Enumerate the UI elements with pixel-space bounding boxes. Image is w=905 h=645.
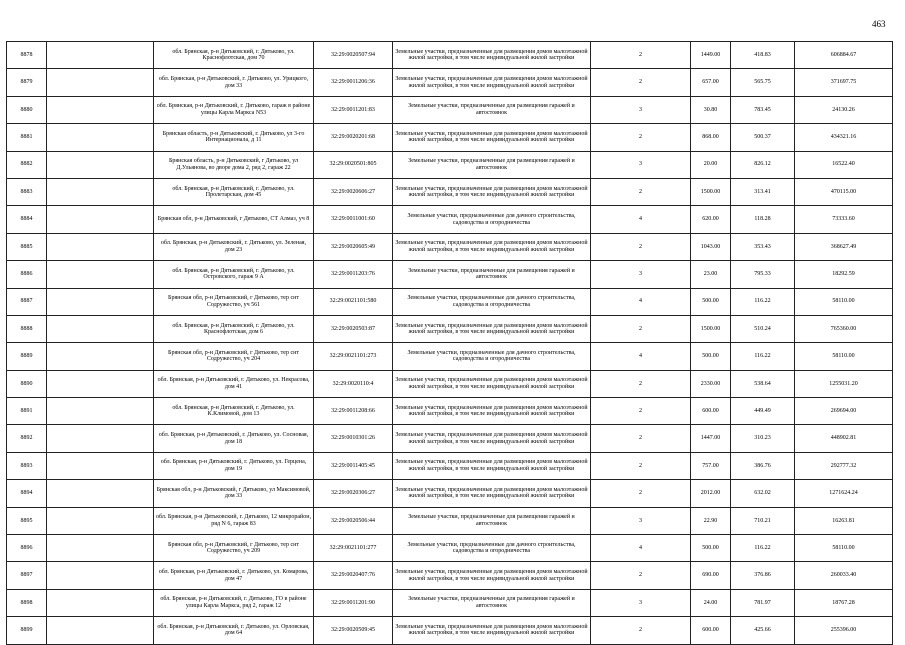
table-row <box>7 96 893 123</box>
use-group-cell: 3 <box>591 507 691 534</box>
use-group-cell: 2 <box>591 562 691 589</box>
empty-cell <box>47 151 154 178</box>
address-cell: обл. Брянская, р-н Дятьковский, г. Дятьково, 12 микрорайон, ряд N 6, гараж 83 <box>154 507 314 534</box>
empty-cell <box>47 69 154 96</box>
empty-cell <box>47 562 154 589</box>
cadastral-value-cell: 58110.00 <box>795 343 893 370</box>
address-cell: обл. Брянская, р-н Дятьковский, г. Дятьково, ул. Комарова, дом 47 <box>154 562 314 589</box>
empty-cell <box>47 507 154 534</box>
use-group-cell: 2 <box>591 42 691 69</box>
specific-value-cell: 538.64 <box>731 370 795 397</box>
area-cell: 1043.00 <box>691 233 731 260</box>
use-group-cell: 2 <box>591 617 691 644</box>
address-cell: Брянская обл, р-н Дятьковский, г Дятьково, тер снт Содружество, уч 209 <box>154 535 314 562</box>
empty-cell <box>47 480 154 507</box>
row-number-cell: 8880 <box>7 96 47 123</box>
empty-cell <box>47 288 154 315</box>
specific-value-cell: 449.49 <box>731 398 795 425</box>
area-cell: 1500.00 <box>691 178 731 205</box>
cadastral-number-cell: 32:29:0011201:83 <box>314 96 393 123</box>
empty-cell <box>47 370 154 397</box>
land-use-cell: Земельные участки, предназначенные для размещения домов малоэтажной жилой застройки, в том числе индивидуальной жилой застройки <box>393 178 591 205</box>
address-cell: обл. Брянская, р-н Дятьковский, г. Дятьково, ул. Некрасова, дом 41 <box>154 370 314 397</box>
cadastral-number-cell: 32:29:0010301:26 <box>314 425 393 452</box>
specific-value-cell: 826.12 <box>731 151 795 178</box>
land-use-cell: Земельные участки, предназначенные для размещения домов малоэтажной жилой застройки, в том числе индивидуальной жилой застройки <box>393 315 591 342</box>
cadastral-value-cell: 18767.28 <box>795 589 893 616</box>
table-body <box>7 42 893 645</box>
land-use-cell: Земельные участки, предназначенные для размещения домов малоэтажной жилой застройки, в том числе индивидуальной жилой застройки <box>393 42 591 69</box>
cadastral-value-cell: 58110.00 <box>795 288 893 315</box>
table-row <box>7 562 893 589</box>
empty-cell <box>47 233 154 260</box>
specific-value-cell: 781.97 <box>731 589 795 616</box>
address-cell: Брянская область, р-н Дятьковский, г Дятьково, ул Д.Ульянова, во дворе дома 2, ряд 2, гараж 22 <box>154 151 314 178</box>
specific-value-cell: 118.28 <box>731 206 795 233</box>
use-group-cell: 4 <box>591 206 691 233</box>
cadastral-value-cell: 448902.81 <box>795 425 893 452</box>
cadastral-number-cell: 32:29:0020506:44 <box>314 507 393 534</box>
table-row <box>7 507 893 534</box>
cadastral-number-cell: 32:29:0020606:27 <box>314 178 393 205</box>
table-row <box>7 151 893 178</box>
cadastral-value-cell: 73333.60 <box>795 206 893 233</box>
row-number-cell: 8889 <box>7 343 47 370</box>
land-use-cell: Земельные участки, предназначенные для размещения домов малоэтажной жилой застройки, в том числе индивидуальной жилой застройки <box>393 69 591 96</box>
cadastral-number-cell: 32:29:0020509:45 <box>314 617 393 644</box>
area-cell: 1447.00 <box>691 425 731 452</box>
table-row <box>7 206 893 233</box>
specific-value-cell: 632.02 <box>731 480 795 507</box>
cadastral-value-cell: 58110.00 <box>795 535 893 562</box>
table-row <box>7 42 893 69</box>
address-cell: обл. Брянская, р-н Дятьковский, г. Дятьково, ул. Островского, гараж 9 А <box>154 261 314 288</box>
cadastral-value-cell: 269694.00 <box>795 398 893 425</box>
address-cell: обл. Брянская, р-н Дятьковский, г. Дятьково, ул. Орловская, дом 64 <box>154 617 314 644</box>
table-row <box>7 69 893 96</box>
address-cell: обл. Брянская, р-н Дятьковский, г. Дятьково, ул. Герцена, дом 19 <box>154 452 314 479</box>
address-cell: обл. Брянская, р-н Дятьковский, г. Дятьково, ул. Пролетарская, дом 45 <box>154 178 314 205</box>
address-cell: Брянская обл, р-н Дятьковский, г Дятьково, ул Максимовой, дом 33 <box>154 480 314 507</box>
specific-value-cell: 500.37 <box>731 124 795 151</box>
row-number-cell: 8894 <box>7 480 47 507</box>
empty-cell <box>47 589 154 616</box>
cadastral-number-cell: 32:29:0020306:27 <box>314 480 393 507</box>
use-group-cell: 2 <box>591 480 691 507</box>
cadastral-value-cell: 606884.67 <box>795 42 893 69</box>
area-cell: 620.00 <box>691 206 731 233</box>
area-cell: 1500.00 <box>691 315 731 342</box>
land-use-cell: Земельные участки, предназначенные для дачного строительства, садоводства и огородничества <box>393 343 591 370</box>
land-use-cell: Земельные участки, предназначенные для размещения гаражей и автостоянок <box>393 261 591 288</box>
empty-cell <box>47 398 154 425</box>
area-cell: 500.00 <box>691 288 731 315</box>
specific-value-cell: 116.22 <box>731 343 795 370</box>
row-number-cell: 8891 <box>7 398 47 425</box>
cadastral-value-table <box>6 41 893 645</box>
cadastral-number-cell: 32:29:0011208:66 <box>314 398 393 425</box>
specific-value-cell: 783.45 <box>731 96 795 123</box>
row-number-cell: 8881 <box>7 124 47 151</box>
use-group-cell: 2 <box>591 69 691 96</box>
use-group-cell: 3 <box>591 151 691 178</box>
use-group-cell: 2 <box>591 124 691 151</box>
area-cell: 600.00 <box>691 398 731 425</box>
cadastral-value-cell: 1271624.24 <box>795 480 893 507</box>
land-use-cell: Земельные участки, предназначенные для размещения домов малоэтажной жилой застройки, в том числе индивидуальной жилой застройки <box>393 124 591 151</box>
table-row <box>7 480 893 507</box>
use-group-cell: 2 <box>591 452 691 479</box>
cadastral-number-cell: 32:29:0020201:68 <box>314 124 393 151</box>
cadastral-value-cell: 368627.49 <box>795 233 893 260</box>
table-row <box>7 589 893 616</box>
cadastral-value-cell: 434321.16 <box>795 124 893 151</box>
address-cell: обл. Брянская, р-н Дятьковский, г. Дятьково, ул. Зеленая, дом 23 <box>154 233 314 260</box>
cadastral-value-cell: 1255031.20 <box>795 370 893 397</box>
land-use-cell: Земельные участки, предназначенные для размещения домов малоэтажной жилой застройки, в том числе индивидуальной жилой застройки <box>393 480 591 507</box>
area-cell: 500.00 <box>691 343 731 370</box>
row-number-cell: 8886 <box>7 261 47 288</box>
row-number-cell: 8899 <box>7 617 47 644</box>
use-group-cell: 4 <box>591 288 691 315</box>
land-use-cell: Земельные участки, предназначенные для размещения гаражей и автостоянок <box>393 151 591 178</box>
empty-cell <box>47 206 154 233</box>
land-use-cell: Земельные участки, предназначенные для размещения домов малоэтажной жилой застройки, в том числе индивидуальной жилой застройки <box>393 233 591 260</box>
specific-value-cell: 710.21 <box>731 507 795 534</box>
row-number-cell: 8883 <box>7 178 47 205</box>
land-use-cell: Земельные участки, предназначенные для дачного строительства, садоводства и огородничества <box>393 288 591 315</box>
row-number-cell: 8884 <box>7 206 47 233</box>
row-number-cell: 8897 <box>7 562 47 589</box>
use-group-cell: 2 <box>591 233 691 260</box>
cadastral-number-cell: 32:29:0020407:76 <box>314 562 393 589</box>
specific-value-cell: 386.76 <box>731 452 795 479</box>
table-row <box>7 343 893 370</box>
address-cell: Брянская обл, р-н Дятьковский, г Дятьково, СТ Алмаз, уч 8 <box>154 206 314 233</box>
address-cell: Брянская обл, р-н Дятьковский, г Дятьково, тер снт Содружество, уч 561 <box>154 288 314 315</box>
specific-value-cell: 353.43 <box>731 233 795 260</box>
land-use-cell: Земельные участки, предназначенные для размещения домов малоэтажной жилой застройки, в том числе индивидуальной жилой застройки <box>393 370 591 397</box>
row-number-cell: 8887 <box>7 288 47 315</box>
cadastral-number-cell: 32:29:0011206:36 <box>314 69 393 96</box>
empty-cell <box>47 261 154 288</box>
land-use-cell: Земельные участки, предназначенные для размещения домов малоэтажной жилой застройки, в том числе индивидуальной жилой застройки <box>393 398 591 425</box>
use-group-cell: 2 <box>591 178 691 205</box>
area-cell: 2330.00 <box>691 370 731 397</box>
specific-value-cell: 418.83 <box>731 42 795 69</box>
empty-cell <box>47 535 154 562</box>
cadastral-value-cell: 260033.40 <box>795 562 893 589</box>
use-group-cell: 3 <box>591 261 691 288</box>
row-number-cell: 8898 <box>7 589 47 616</box>
table-row <box>7 315 893 342</box>
table-row <box>7 178 893 205</box>
empty-cell <box>47 178 154 205</box>
area-cell: 757.00 <box>691 452 731 479</box>
cadastral-number-cell: 32:29:0011405:45 <box>314 452 393 479</box>
address-cell: обл. Брянская, р-н Дятьковский, г. Дятьково, ул. Краснофлотская, дом 70 <box>154 42 314 69</box>
cadastral-value-cell: 371697.75 <box>795 69 893 96</box>
cadastral-value-cell: 292777.32 <box>795 452 893 479</box>
row-number-cell: 8895 <box>7 507 47 534</box>
empty-cell <box>47 452 154 479</box>
land-use-cell: Земельные участки, предназначенные для дачного строительства, садоводства и огородничества <box>393 535 591 562</box>
area-cell: 2012.00 <box>691 480 731 507</box>
address-cell: обл. Брянская, р-н Дятьковский, г. Дятьково, ул. Сосновая, дом 18 <box>154 425 314 452</box>
area-cell: 22.90 <box>691 507 731 534</box>
table-row <box>7 261 893 288</box>
address-cell: обл. Брянская, р-н Дятьковский, г. Дятьково, ГО в районе улицы Карла Маркса, ряд 2, гараж 12 <box>154 589 314 616</box>
land-use-cell: Земельные участки, предназначенные для размещения гаражей и автостоянок <box>393 507 591 534</box>
cadastral-number-cell: 32:29:0020501:805 <box>314 151 393 178</box>
land-use-cell: Земельные участки, предназначенные для размещения гаражей и автостоянок <box>393 96 591 123</box>
land-use-cell: Земельные участки, предназначенные для размещения гаражей и автостоянок <box>393 589 591 616</box>
area-cell: 24.00 <box>691 589 731 616</box>
cadastral-number-cell: 32:29:0020110:4 <box>314 370 393 397</box>
area-cell: 23.00 <box>691 261 731 288</box>
use-group-cell: 2 <box>591 370 691 397</box>
use-group-cell: 4 <box>591 535 691 562</box>
page-number: 463 <box>872 19 886 29</box>
specific-value-cell: 376.86 <box>731 562 795 589</box>
use-group-cell: 2 <box>591 315 691 342</box>
row-number-cell: 8885 <box>7 233 47 260</box>
table-row <box>7 398 893 425</box>
cadastral-number-cell: 32:29:0021101:273 <box>314 343 393 370</box>
specific-value-cell: 313.41 <box>731 178 795 205</box>
area-cell: 30.80 <box>691 96 731 123</box>
row-number-cell: 8882 <box>7 151 47 178</box>
address-cell: Брянская обл, р-н Дятьковский, г Дятьково, тер снт Содружество, уч 204 <box>154 343 314 370</box>
table-row <box>7 370 893 397</box>
empty-cell <box>47 425 154 452</box>
address-cell: Брянская область, р-н Дятьковский, г. Дятьково, ул 3-го Интернационала, д 11 <box>154 124 314 151</box>
row-number-cell: 8896 <box>7 535 47 562</box>
specific-value-cell: 795.33 <box>731 261 795 288</box>
row-number-cell: 8879 <box>7 69 47 96</box>
use-group-cell: 2 <box>591 425 691 452</box>
area-cell: 20.00 <box>691 151 731 178</box>
row-number-cell: 8893 <box>7 452 47 479</box>
row-number-cell: 8888 <box>7 315 47 342</box>
row-number-cell: 8892 <box>7 425 47 452</box>
cadastral-number-cell: 32:29:0011001:60 <box>314 206 393 233</box>
use-group-cell: 4 <box>591 343 691 370</box>
cadastral-number-cell: 32:29:0020503:87 <box>314 315 393 342</box>
specific-value-cell: 425.66 <box>731 617 795 644</box>
land-use-cell: Земельные участки, предназначенные для размещения домов малоэтажной жилой застройки, в том числе индивидуальной жилой застройки <box>393 425 591 452</box>
cadastral-number-cell: 32:29:0020507:94 <box>314 42 393 69</box>
use-group-cell: 3 <box>591 96 691 123</box>
address-cell: обл. Брянская, р-н Дятьковский, г. Дятьково, ул. К.Климовой, дом 13 <box>154 398 314 425</box>
cadastral-value-cell: 24130.26 <box>795 96 893 123</box>
table-row <box>7 288 893 315</box>
cadastral-value-cell: 16263.81 <box>795 507 893 534</box>
cadastral-number-cell: 32:29:0021101:277 <box>314 535 393 562</box>
use-group-cell: 3 <box>591 589 691 616</box>
specific-value-cell: 116.22 <box>731 288 795 315</box>
cadastral-number-cell: 32:29:0011203:76 <box>314 261 393 288</box>
table-row <box>7 233 893 260</box>
table-row <box>7 535 893 562</box>
table-row <box>7 425 893 452</box>
specific-value-cell: 116.22 <box>731 535 795 562</box>
cadastral-value-cell: 18292.59 <box>795 261 893 288</box>
area-cell: 657.00 <box>691 69 731 96</box>
empty-cell <box>47 124 154 151</box>
area-cell: 690.00 <box>691 562 731 589</box>
use-group-cell: 2 <box>591 398 691 425</box>
address-cell: обл. Брянская, р-н Дятьковский, г. Дятьково, ул. Краснофлотская, дом 6 <box>154 315 314 342</box>
cadastral-value-cell: 255396.00 <box>795 617 893 644</box>
cadastral-number-cell: 32:29:0021101:580 <box>314 288 393 315</box>
specific-value-cell: 565.75 <box>731 69 795 96</box>
empty-cell <box>47 343 154 370</box>
address-cell: обл. Брянская, р-н Дятьковский, г. Дятьково, ул. Урицкого, дом 33 <box>154 69 314 96</box>
area-cell: 868.00 <box>691 124 731 151</box>
cadastral-number-cell: 32:29:0020605:49 <box>314 233 393 260</box>
empty-cell <box>47 96 154 123</box>
cadastral-value-cell: 16522.40 <box>795 151 893 178</box>
empty-cell <box>47 315 154 342</box>
cadastral-value-cell: 765360.00 <box>795 315 893 342</box>
land-use-cell: Земельные участки, предназначенные для размещения домов малоэтажной жилой застройки, в том числе индивидуальной жилой застройки <box>393 617 591 644</box>
empty-cell <box>47 42 154 69</box>
land-use-cell: Земельные участки, предназначенные для дачного строительства, садоводства и огородничества <box>393 206 591 233</box>
table-row <box>7 452 893 479</box>
specific-value-cell: 310.23 <box>731 425 795 452</box>
address-cell: обл. Брянская, р-н Дятьковский, г. Дятьково, гараж в районе улицы Карла Маркса N53 <box>154 96 314 123</box>
row-number-cell: 8878 <box>7 42 47 69</box>
table-row <box>7 124 893 151</box>
area-cell: 500.00 <box>691 535 731 562</box>
area-cell: 1449.00 <box>691 42 731 69</box>
cadastral-value-cell: 470115.00 <box>795 178 893 205</box>
cadastral-number-cell: 32:29:0011201:90 <box>314 589 393 616</box>
area-cell: 600.00 <box>691 617 731 644</box>
row-number-cell: 8890 <box>7 370 47 397</box>
land-use-cell: Земельные участки, предназначенные для размещения домов малоэтажной жилой застройки, в том числе индивидуальной жилой застройки <box>393 562 591 589</box>
land-use-cell: Земельные участки, предназначенные для размещения домов малоэтажной жилой застройки, в том числе индивидуальной жилой застройки <box>393 452 591 479</box>
specific-value-cell: 510.24 <box>731 315 795 342</box>
